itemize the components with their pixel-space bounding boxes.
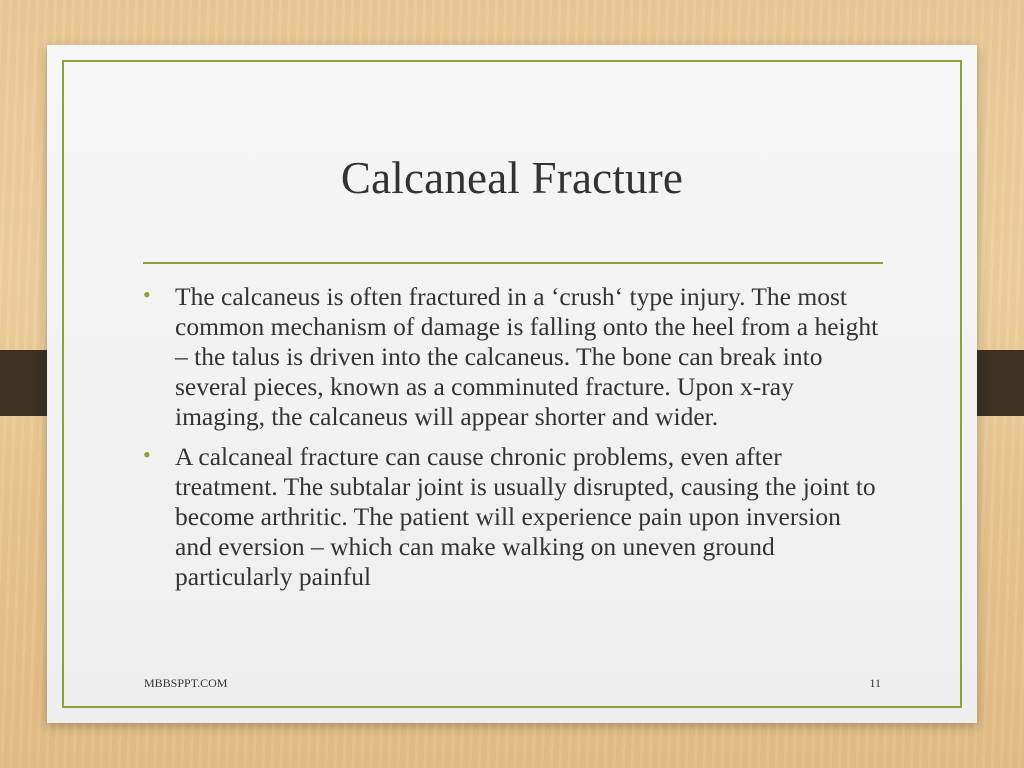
bullet-text: A calcaneal fracture can cause chronic problems, even after treatment. The subtalar joint is usually disrupted, causing the joint to become arthritic. The patient will experience pain upon inversion and eversion – which can make walking on uneven ground particularly painful — [175, 442, 876, 591]
slide — [47, 45, 977, 723]
bullet-text: The calcaneus is often fractured in a ‘crush‘ type injury. The most common mechanism of damage is falling onto the heel from a height – the talus is driven into the calcaneus. The bone can break into several pieces, known as a comminuted fracture. Upon x-ray imaging, the calcaneus will appear shorter and wider. — [175, 282, 879, 431]
bullet-dot-icon: • — [143, 442, 151, 467]
bullet-list — [143, 282, 883, 602]
bullet-dot-icon: • — [143, 282, 151, 307]
bullet-item — [143, 442, 883, 592]
title-divider — [143, 262, 883, 264]
footer-source: MBBSPPT.COM — [144, 676, 228, 690]
slide-title: Calcaneal Fracture — [340, 153, 684, 203]
page-number: 11 — [869, 676, 881, 690]
bullet-item — [143, 282, 883, 432]
